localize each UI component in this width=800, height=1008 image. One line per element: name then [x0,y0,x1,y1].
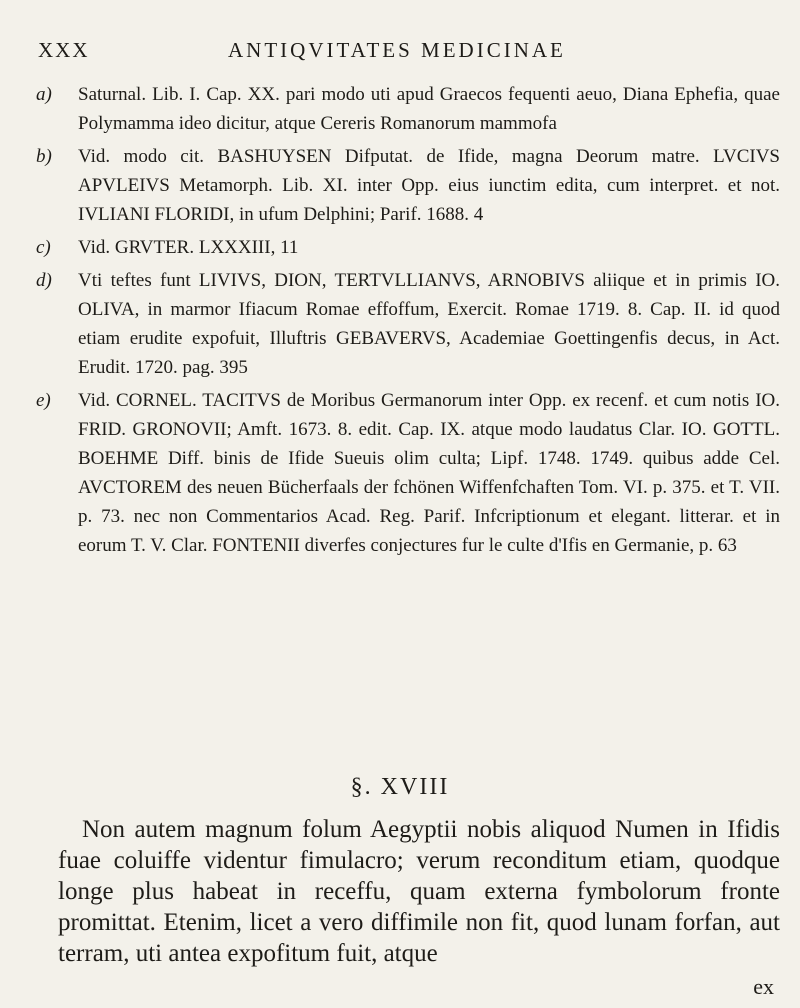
body-paragraph: Non autem magnum folum Aegyptii nobis aliquod Numen in Ifidis fuae coluiffe videntur fimulacro; verum reconditum etiam, quodque longe plus habeat in receffu, quam externa fymbolorum fronte promittat. Etenim, licet a vero diffimile non fit, quod lunam forfan, aut terram, uti antea expofitum fuit, atque [58,816,780,967]
footnote-a [36,80,780,138]
running-title: ANTIQVITATES MEDICINAE [228,38,566,62]
footnote-e [36,386,780,560]
page-number: XXX [38,38,90,62]
footnotes-block [36,80,780,564]
running-header [38,30,772,70]
footnote-d [36,266,780,382]
section-heading: §. XVIII [350,774,450,800]
footnote-marker: a) [36,84,52,105]
footnote-text: Vid. GRVTER. LXXXIII, 11 [78,237,299,258]
footnote-marker: b) [36,146,52,167]
footnote-marker: d) [36,270,52,291]
footnote-c [36,233,780,262]
footnote-text: Saturnal. Lib. I. Cap. XX. pari modo uti apud Graecos fequenti aeuo, Diana Ephefia, quae Polymamma ideo dicitur, atque Cereris Romanorum mammofa [78,84,780,134]
footnote-marker: e) [36,390,51,411]
footnote-text: Vid. CORNEL. TACITVS de Moribus Germanorum inter Opp. ex recenf. et cum notis IO. FRID. GRONOVII; Amft. 1673. 8. edit. Cap. IX. atque modo laudatus Clar. IO. GOTTL. BOEHME Diff. binis de Ifide Sueuis olim culta; Lipf. 1748. 1749. quibus adde Cel. AVCTOREM des neuen Bücherfaals der fchönen Wiffenfchaften Tom. VI. p. 375. et T. VII. p. 73. nec non Commentarios Acad. Reg. Parif. Infcriptionum et elegant. litterar. et in eorum T. V. Clar. FONTENII diverfes conjectures fur le culte d'Ifis en Germanie, p. 63 [78,390,780,556]
footnote-marker: c) [36,237,51,258]
footnote-text: Vid. modo cit. BASHUYSEN Difputat. de Ifide, magna Deorum matre. LVCIVS APVLEIVS Metamorph. Lib. XI. inter Opp. eius iunctim edita, cum interpret. et not. IVLIANI FLORIDI, in ufum Delphini; Parif. 1688. 4 [78,146,780,225]
catchword: ex [753,974,774,999]
footnote-b [36,142,780,229]
footnote-text: Vti teftes funt LIVIVS, DION, TERTVLLIANVS, ARNOBIVS aliique et in primis IO. OLIVA, in marmor Ifiacum Romae effoffum, Exercit. Romae 1719. 8. Cap. II. id quod etiam erudite expofuit, Illuftris GEBAVERVS, Academiae Goettingenfis decus, in Act. Erudit. 1720. pag. 395 [78,270,780,378]
